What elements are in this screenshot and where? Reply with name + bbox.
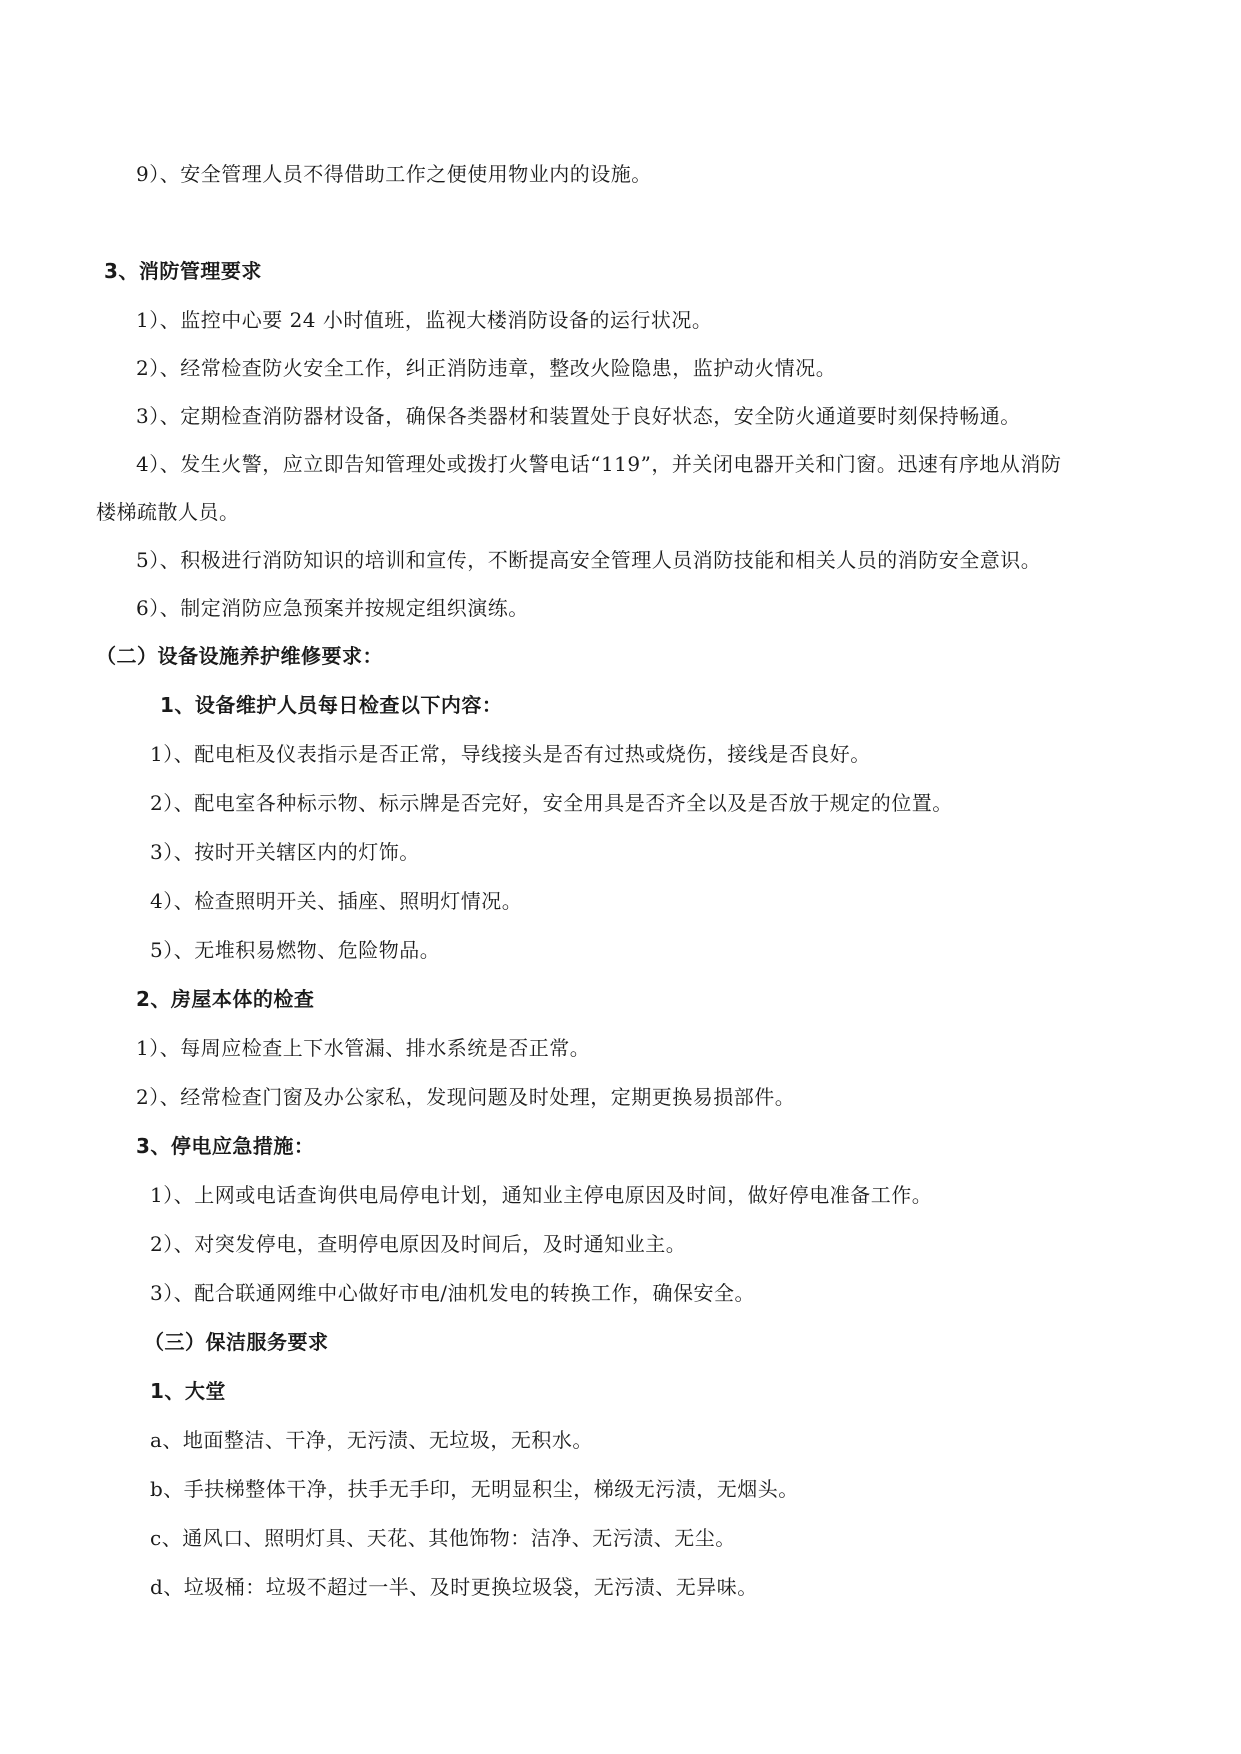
item-fire-4-cont: 楼梯疏散人员。 [96, 500, 240, 524]
item-fire-4: 4）、发生火警，应立即告知管理处或拨打火警电话“119”，并关闭电器开关和门窗。迅速有序地从消防 [136, 452, 1062, 476]
item-daily-1: 1）、配电柜及仪表指示是否正常，导线接头是否有过热或烧伤，接线是否良好。 [150, 742, 871, 766]
heading-building-inspection: 2、房屋本体的检查 [136, 987, 315, 1011]
item-fire-5: 5）、积极进行消防知识的培训和宣传，不断提高安全管理人员消防技能和相关人员的消防安全意识。 [136, 548, 1042, 572]
heading-cleaning-service: （三）保洁服务要求 [144, 1330, 329, 1354]
item-fire-6: 6）、制定消防应急预案并按规定组织演练。 [136, 596, 529, 620]
heading-lobby: 1、大堂 [150, 1379, 226, 1403]
item-daily-5: 5）、无堆积易燃物、危险物品。 [150, 938, 441, 962]
item-fire-3: 3）、定期检查消防器材设备，确保各类器材和装置处于良好状态，安全防火通道要时刻保持畅通。 [136, 404, 1021, 428]
heading-power-outage: 3、停电应急措施： [136, 1134, 315, 1158]
item-fire-2: 2）、经常检查防火安全工作，纠正消防违章，整改火险隐患，监护动火情况。 [136, 356, 837, 380]
item-security-9: 9）、安全管理人员不得借助工作之便使用物业内的设施。 [136, 162, 652, 186]
item-building-1: 1）、每周应检查上下水管漏、排水系统是否正常。 [136, 1036, 591, 1060]
item-daily-3: 3）、按时开关辖区内的灯饰。 [150, 840, 420, 864]
item-building-2: 2）、经常检查门窗及办公家私，发现问题及时处理，定期更换易损部件。 [136, 1085, 796, 1109]
item-lobby-c: c、通风口、照明灯具、天花、其他饰物：洁净、无污渍、无尘。 [150, 1526, 736, 1550]
heading-equipment-maintenance: （二）设备设施养护维修要求： [96, 644, 383, 668]
item-outage-3: 3）、配合联通网维中心做好市电/油机发电的转换工作，确保安全。 [150, 1281, 755, 1305]
item-fire-1: 1）、监控中心要 24 小时值班，监视大楼消防设备的运行状况。 [136, 308, 713, 332]
heading-daily-inspection: 1、设备维护人员每日检查以下内容： [160, 693, 503, 717]
item-outage-2: 2）、对突发停电，查明停电原因及时间后，及时通知业主。 [150, 1232, 687, 1256]
item-daily-2: 2）、配电室各种标示物、标示牌是否完好，安全用具是否齐全以及是否放于规定的位置。 [150, 791, 953, 815]
item-lobby-d: d、垃圾桶：垃圾不超过一半、及时更换垃圾袋，无污渍、无异味。 [150, 1575, 758, 1599]
item-lobby-a: a、地面整洁、干净，无污渍、无垃圾，无积水。 [150, 1428, 593, 1452]
item-daily-4: 4）、检查照明开关、插座、照明灯情况。 [150, 889, 523, 913]
item-lobby-b: b、手扶梯整体干净，扶手无手印，无明显积尘，梯级无污渍，无烟头。 [150, 1477, 799, 1501]
heading-fire-management: 3、消防管理要求 [104, 259, 262, 283]
item-outage-1: 1）、上网或电话查询供电局停电计划，通知业主停电原因及时间，做好停电准备工作。 [150, 1183, 933, 1207]
